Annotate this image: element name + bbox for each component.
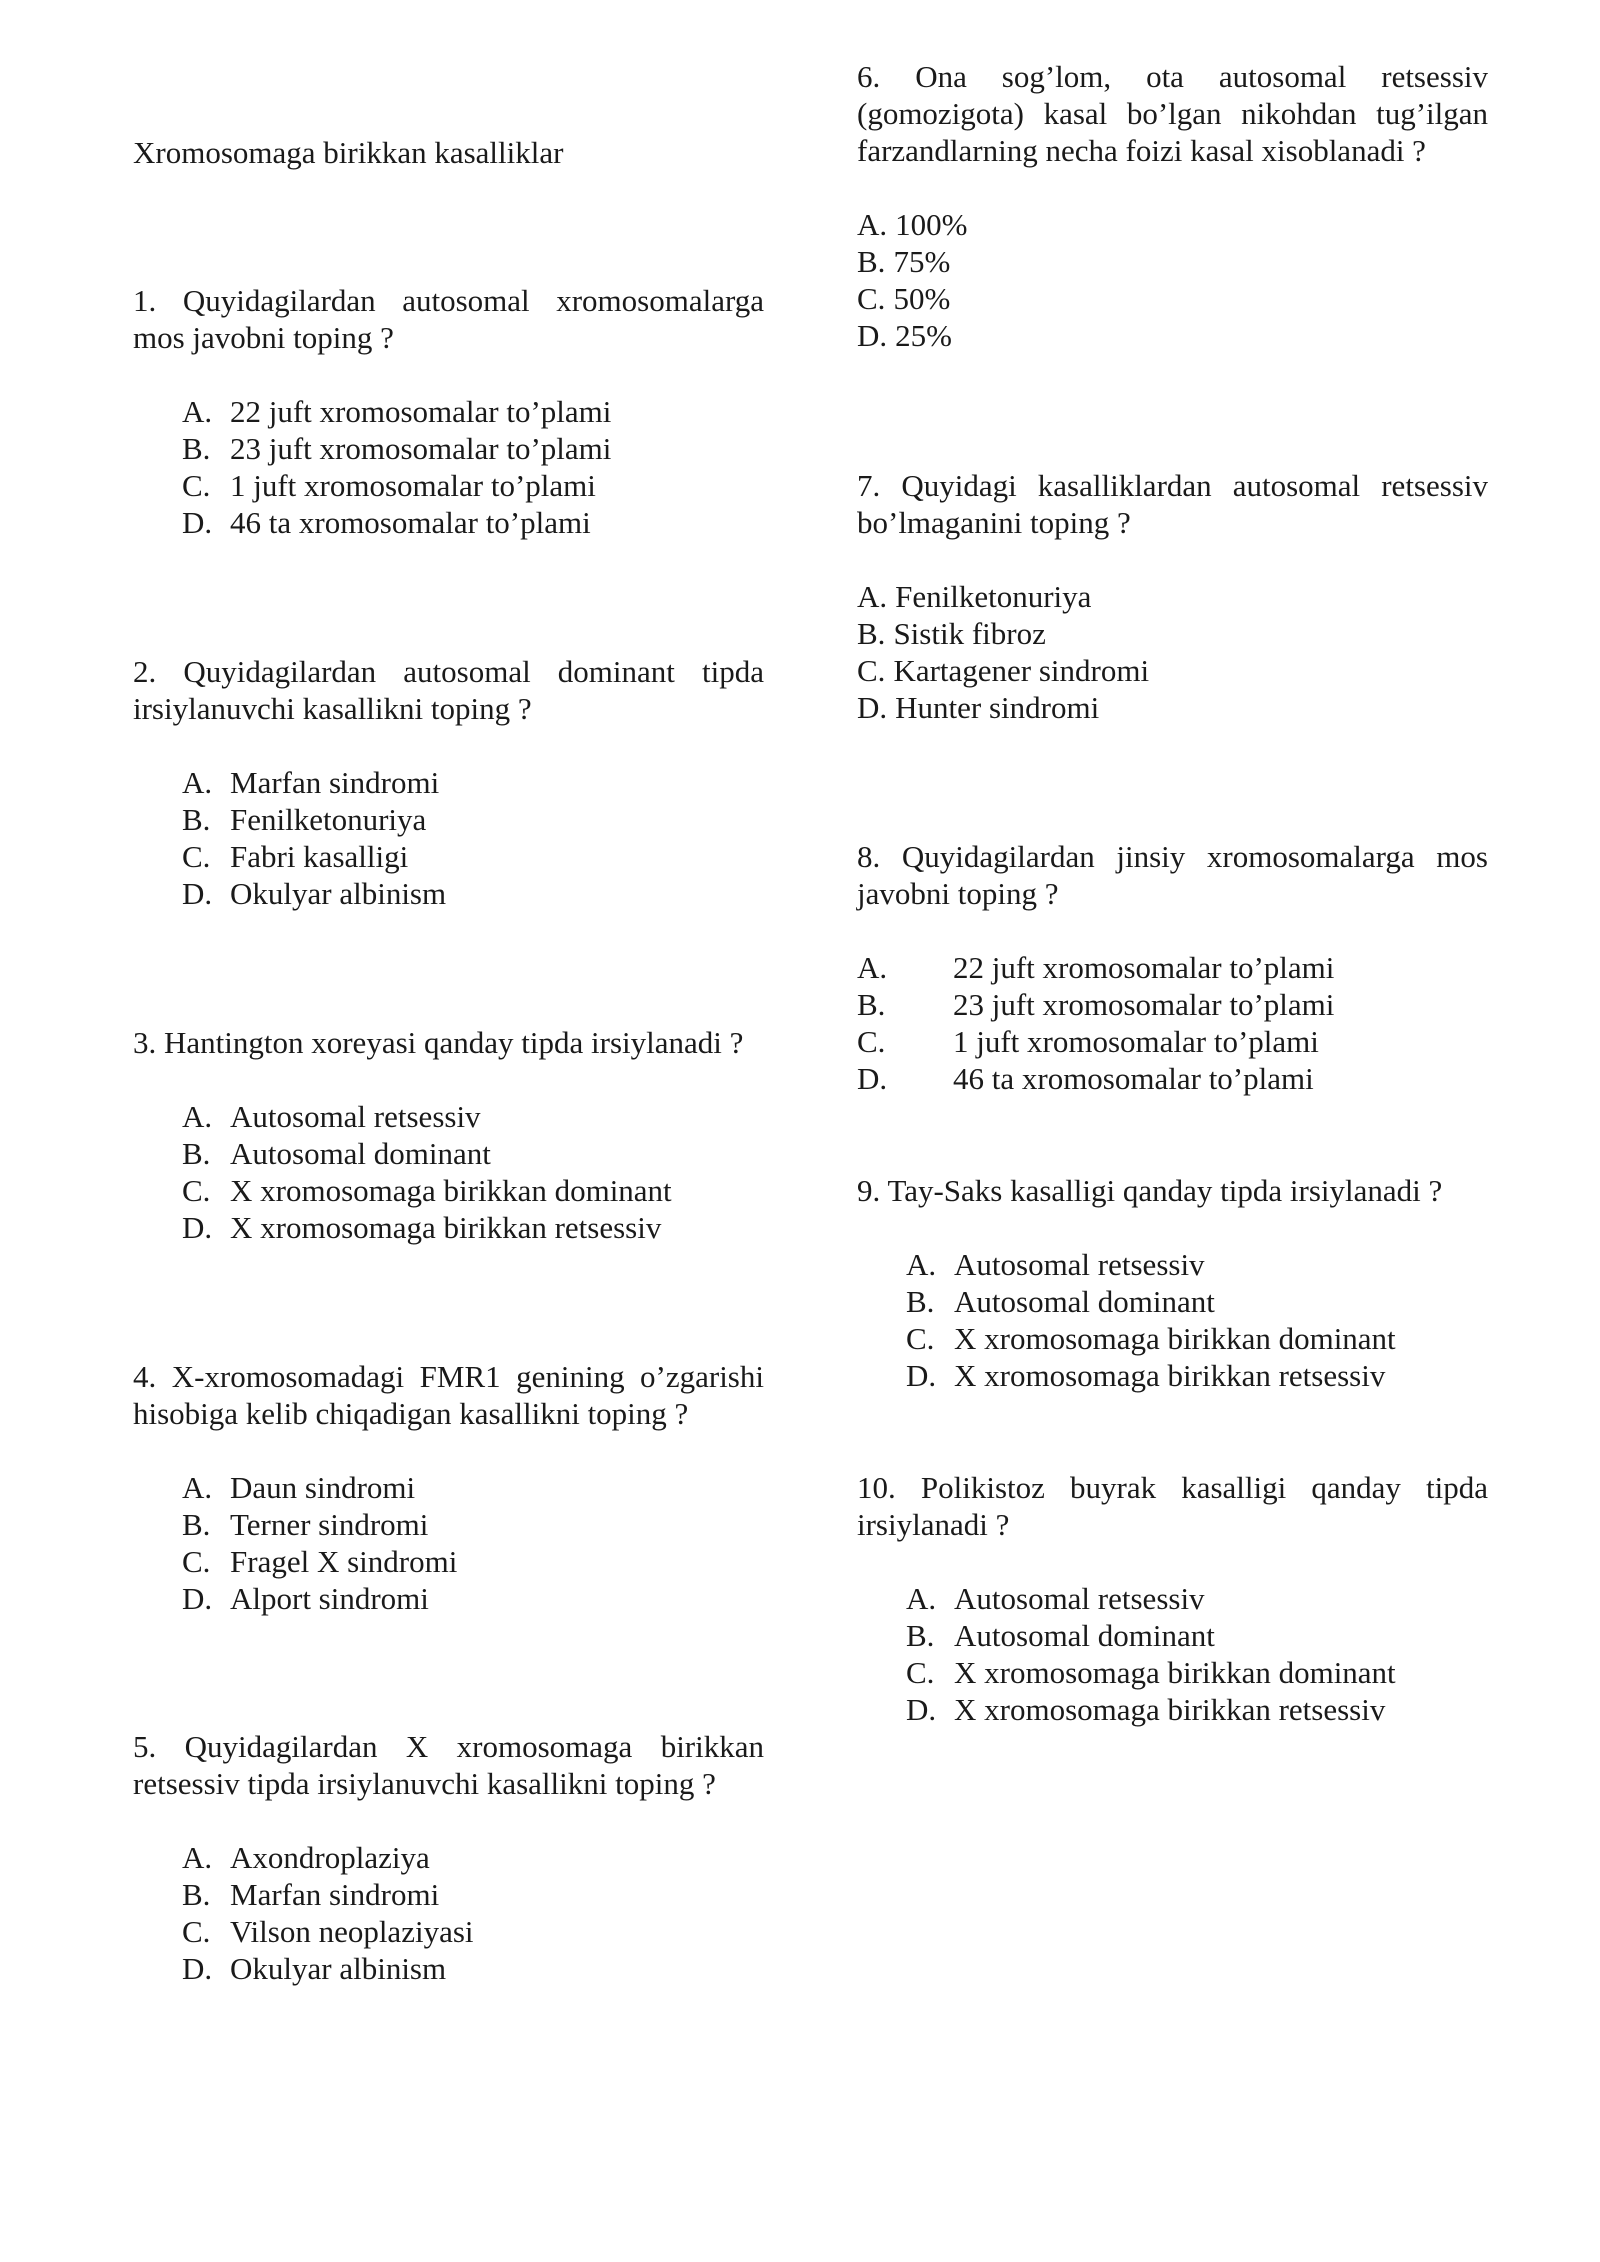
option-item[interactable] (857, 689, 1488, 726)
option-text: Axondroplaziya (230, 1840, 430, 1875)
option-letter: D. (906, 1358, 937, 1393)
option-letter: D. (182, 1210, 213, 1245)
option-item[interactable] (857, 949, 1488, 986)
document-title: Xromosomaga birikkan kasalliklar (133, 135, 564, 170)
option-item[interactable] (133, 1543, 764, 1580)
option-list (133, 1469, 764, 1617)
option-item[interactable] (857, 578, 1488, 615)
option-item[interactable] (857, 1357, 1488, 1394)
option-item[interactable] (133, 1469, 764, 1506)
option-text: Fragel X sindromi (230, 1544, 458, 1579)
option-letter: A. (906, 1581, 937, 1616)
option-text: X xromosomaga birikkan retsessiv (954, 1692, 1386, 1727)
option-text: Terner sindromi (230, 1507, 429, 1542)
option-letter: B. (906, 1618, 935, 1653)
option-text: 1 juft xromosomalar to’plami (953, 1024, 1319, 1059)
question-8 (857, 838, 1488, 1097)
question-text: 6. Ona sog’lom, ota autosomal retsessiv (gomozigota) kasal bo’lgan nikohdan tug’ilgan farzandlarning necha foizi kasal xisoblanadi ? (857, 59, 1488, 168)
option-text: Daun sindromi (230, 1470, 416, 1505)
option-letter: C. (857, 653, 886, 688)
question-1 (133, 282, 764, 541)
option-list (857, 206, 1488, 354)
option-text: Vilson neoplaziyasi (230, 1914, 474, 1949)
question-text: 9. Tay-Saks kasalligi qanday tipda irsiylanadi ? (857, 1173, 1443, 1208)
option-letter: B. (182, 1507, 211, 1542)
option-text: Marfan sindromi (230, 1877, 440, 1912)
question-4 (133, 1358, 764, 1617)
option-letter: C. (182, 468, 211, 503)
option-text: 23 juft xromosomalar to’plami (230, 431, 612, 466)
option-letter: C. (182, 839, 211, 874)
option-letter: C. (857, 281, 886, 316)
option-list (857, 1580, 1488, 1728)
option-text: Autosomal retsessiv (230, 1099, 481, 1134)
option-letter: B. (857, 987, 886, 1022)
option-item[interactable] (857, 317, 1488, 354)
option-item[interactable] (133, 1209, 764, 1246)
option-text: 75% (893, 244, 951, 279)
question-9 (857, 1172, 1488, 1394)
option-letter: A. (857, 579, 888, 614)
question-3 (133, 1024, 764, 1246)
option-text: Alport sindromi (230, 1581, 429, 1616)
option-text: 46 ta xromosomalar to’plami (230, 505, 591, 540)
question-2 (133, 653, 764, 912)
option-letter: C. (182, 1173, 211, 1208)
option-letter: D. (182, 1581, 213, 1616)
option-item[interactable] (857, 1283, 1488, 1320)
option-letter: A. (182, 1840, 213, 1875)
option-letter: B. (182, 1136, 211, 1171)
option-item[interactable] (857, 1023, 1488, 1060)
option-list (133, 764, 764, 912)
question-text: 2. Quyidagilardan autosomal dominant tipda irsiylanuvchi kasallikni toping ? (133, 654, 764, 726)
question-5 (133, 1728, 764, 1987)
question-10 (857, 1469, 1488, 1728)
option-item[interactable] (133, 875, 764, 912)
option-text: X xromosomaga birikkan retsessiv (230, 1210, 662, 1245)
option-text: 46 ta xromosomalar to’plami (953, 1061, 1314, 1096)
option-text: Marfan sindromi (230, 765, 440, 800)
option-text: Okulyar albinism (230, 1951, 447, 1986)
option-item[interactable] (857, 1617, 1488, 1654)
option-letter: C. (182, 1544, 211, 1579)
option-item[interactable] (857, 243, 1488, 280)
option-text: Fenilketonuriya (895, 579, 1092, 614)
option-text: 23 juft xromosomalar to’plami (953, 987, 1335, 1022)
option-text: 100% (895, 207, 968, 242)
option-letter: A. (906, 1247, 937, 1282)
option-item[interactable] (857, 1580, 1488, 1617)
option-item[interactable] (857, 1654, 1488, 1691)
question-text: 4. X-xromosomadagi FMR1 genining o’zgarishi hisobiga kelib chiqadigan kasallikni toping ? (133, 1359, 764, 1431)
question-6 (857, 58, 1488, 354)
option-letter: B. (182, 802, 211, 837)
option-text: Sistik fibroz (893, 616, 1046, 651)
option-letter: D. (182, 876, 213, 911)
option-list (857, 949, 1488, 1097)
option-letter: C. (182, 1914, 211, 1949)
option-item[interactable] (133, 504, 764, 541)
option-item[interactable] (857, 1246, 1488, 1283)
option-text: X xromosomaga birikkan dominant (230, 1173, 672, 1208)
option-letter: C. (906, 1321, 935, 1356)
option-item[interactable] (133, 1876, 764, 1913)
option-letter: B. (182, 431, 211, 466)
option-text: Okulyar albinism (230, 876, 447, 911)
option-item[interactable] (133, 764, 764, 801)
option-list (133, 1839, 764, 1987)
option-text: Autosomal dominant (230, 1136, 491, 1171)
option-letter: B. (857, 616, 886, 651)
option-text: Autosomal dominant (954, 1284, 1215, 1319)
option-text: Autosomal dominant (954, 1618, 1215, 1653)
option-letter: D. (857, 1061, 888, 1096)
option-text: 22 juft xromosomalar to’plami (953, 950, 1335, 985)
option-letter: D. (182, 505, 213, 540)
question-text: 7. Quyidagi kasalliklardan autosomal retsessiv bo’lmaganini toping ? (857, 468, 1488, 540)
option-text: 22 juft xromosomalar to’plami (230, 394, 612, 429)
option-letter: A. (182, 1099, 213, 1134)
option-list (133, 393, 764, 541)
option-text: X xromosomaga birikkan retsessiv (954, 1358, 1386, 1393)
option-text: Fenilketonuriya (230, 802, 427, 837)
option-letter: B. (906, 1284, 935, 1319)
question-text: 1. Quyidagilardan autosomal xromosomalarga mos javobni toping ? (133, 283, 764, 355)
option-letter: D. (906, 1692, 937, 1727)
option-letter: A. (182, 765, 213, 800)
question-7 (857, 467, 1488, 726)
option-text: Autosomal retsessiv (954, 1247, 1205, 1282)
option-text: 50% (893, 281, 951, 316)
option-letter: C. (857, 1024, 886, 1059)
option-item[interactable] (133, 1135, 764, 1172)
option-item[interactable] (133, 430, 764, 467)
option-item[interactable] (857, 652, 1488, 689)
question-text: 8. Quyidagilardan jinsiy xromosomalarga mos javobni toping ? (857, 839, 1488, 911)
option-letter: B. (182, 1877, 211, 1912)
option-item[interactable] (857, 1691, 1488, 1728)
option-text: Autosomal retsessiv (954, 1581, 1205, 1616)
option-text: Fabri kasalligi (230, 839, 409, 874)
option-text: Kartagener sindromi (893, 653, 1150, 688)
option-list (857, 1246, 1488, 1394)
option-item[interactable] (857, 280, 1488, 317)
option-item[interactable] (857, 1060, 1488, 1097)
option-text: X xromosomaga birikkan dominant (954, 1655, 1396, 1690)
option-letter: D. (182, 1951, 213, 1986)
option-item[interactable] (133, 1172, 764, 1209)
option-text: 25% (895, 318, 952, 353)
option-item[interactable] (133, 1839, 764, 1876)
option-letter: A. (857, 950, 888, 985)
option-letter: B. (857, 244, 886, 279)
option-letter: A. (857, 207, 888, 242)
option-text: Hunter sindromi (895, 690, 1100, 725)
option-text: 1 juft xromosomalar to’plami (230, 468, 596, 503)
option-item[interactable] (133, 1950, 764, 1987)
option-item[interactable] (857, 615, 1488, 652)
option-item[interactable] (133, 801, 764, 838)
question-text: 5. Quyidagilardan X xromosomaga birikkan retsessiv tipda irsiylanuvchi kasallikni toping ? (133, 1729, 764, 1801)
option-letter: D. (857, 318, 888, 353)
question-text: 10. Polikistoz buyrak kasalligi qanday tipda irsiylanadi ? (857, 1470, 1488, 1542)
option-item[interactable] (133, 1913, 764, 1950)
option-letter: D. (857, 690, 888, 725)
option-item[interactable] (133, 393, 764, 430)
option-letter: A. (182, 1470, 213, 1505)
option-letter: C. (906, 1655, 935, 1690)
option-item[interactable] (133, 467, 764, 504)
option-list (857, 578, 1488, 726)
question-text: 3. Hantington xoreyasi qanday tipda irsiylanadi ? (133, 1025, 744, 1060)
option-item[interactable] (857, 1320, 1488, 1357)
option-list (133, 1098, 764, 1246)
option-item[interactable] (857, 206, 1488, 243)
option-item[interactable] (857, 986, 1488, 1023)
option-item[interactable] (133, 1580, 764, 1617)
option-item[interactable] (133, 838, 764, 875)
option-item[interactable] (133, 1506, 764, 1543)
option-item[interactable] (133, 1098, 764, 1135)
option-text: X xromosomaga birikkan dominant (954, 1321, 1396, 1356)
option-letter: A. (182, 394, 213, 429)
